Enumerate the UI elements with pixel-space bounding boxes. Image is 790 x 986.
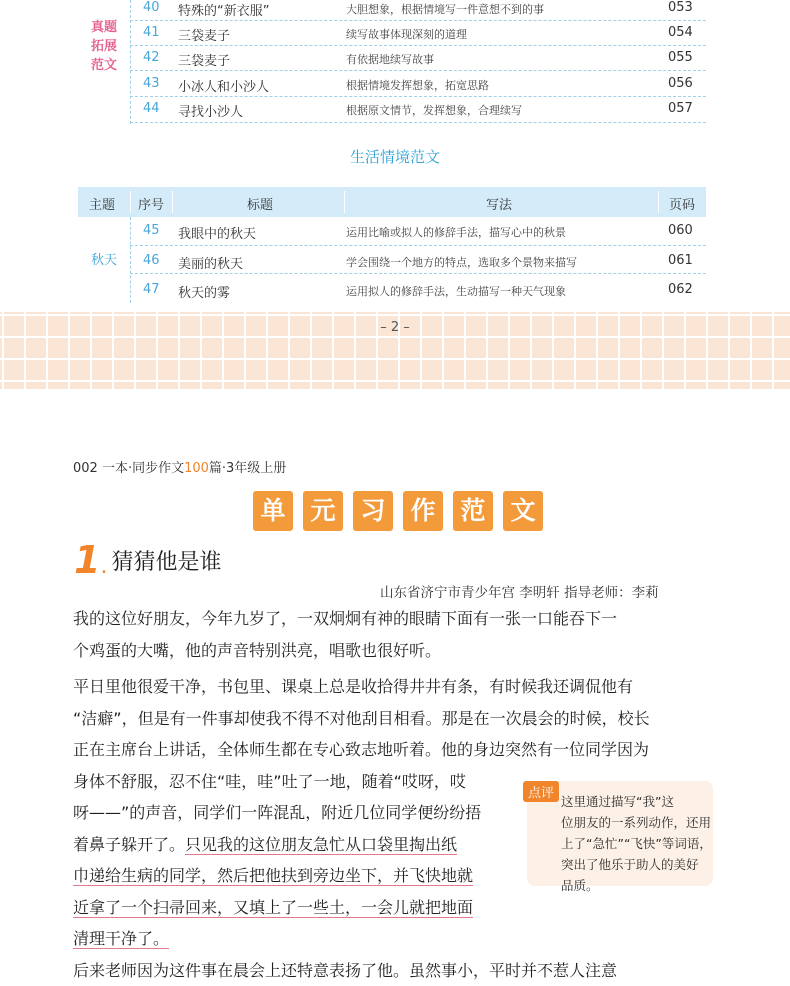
text-line: 后来老师因为这件事在晨会上还特意表扬了他。虽然事小，平时并不惹人注意 [73,955,650,986]
banner-char: 元 [303,491,343,531]
comment-line: 上了“急忙”“飞快”等词语， [561,833,711,854]
text-line: 正在主席台上讲话，全体师生都在专心致志地听着。他的身边突然有一位同学因为 [73,734,650,766]
essay-title [74,538,221,582]
underlined-text: 清理干净了。 [73,929,169,949]
theme-label: 秋天 [84,251,124,270]
row-method: 根据情境发挥想象，拓宽思路 [346,77,489,93]
row-method: 大胆想象，根据情境写一件意想不到的事 [346,1,544,17]
banner-char: 文 [503,491,543,531]
row-title: 美丽的秋天 [178,253,243,272]
toc-row[interactable] [78,71,706,96]
row-number: 45 [143,223,160,238]
row-method: 有依据地续写故事 [346,51,434,67]
comment-line: 位朋友的一系列动作，还用 [561,812,711,833]
row-title: 特殊的“新衣服” [178,0,269,19]
toc-row[interactable] [78,218,706,243]
column-divider [172,191,173,213]
toc-row[interactable] [78,45,706,70]
comment-line: 突出了他乐于助人的美好 [561,854,711,875]
toc-row[interactable] [78,277,706,302]
banner-char: 范 [453,491,493,531]
banner-char: 作 [403,491,443,531]
row-number: 40 [143,0,160,15]
comment-tag: 点评 [523,781,559,802]
comment-box [527,781,713,886]
underlined-text: 巾递给生病的同学，然后把他扶到旁边坐下，并飞快地就 [73,866,473,886]
text-line: 身体不舒服，忍不住“哇，哇”吐了一地，随着“哎呀，哎 [73,766,650,798]
column-divider [130,191,131,213]
row-page: 056 [668,76,693,91]
text-line [73,892,650,924]
text-line: 我的这位好朋友，今年九岁了，一双炯炯有神的眼睛下面有一张一口能吞下一 [73,603,617,635]
row-page: 053 [668,0,693,15]
row-number: 47 [143,282,160,297]
comment-line: 这里通过描写“我”这 [561,791,711,812]
header-highlight: 100 [184,461,209,476]
row-number: 44 [143,101,160,116]
comment-line: 品质。 [561,875,711,896]
essay-title-text: 猜猜他是谁 [111,550,221,575]
section-title: 生活情境范文 [0,146,790,167]
row-page: 062 [668,282,693,297]
essay-paragraph-1 [73,603,617,666]
table-header [78,187,706,217]
page-number: – 2 – [0,320,790,335]
essay-number-dot: . [100,554,107,579]
row-page: 061 [668,253,693,268]
text-line [73,923,650,955]
row-title: 三袋麦子 [178,50,230,69]
row-page: 057 [668,101,693,116]
row-title: 我眼中的秋天 [178,223,256,242]
column-header: 写法 [486,194,512,213]
row-method: 运用拟人的修辞手法，生动描写一种天气现象 [346,283,566,299]
header-prefix: 002 一本·同步作文 [73,461,184,476]
banner-char: 习 [353,491,393,531]
underlined-text: 只见我的这位朋友急忙从口袋里掏出纸 [185,835,457,855]
row-separator [130,273,706,274]
text-line: 呀——”的声音，同学们一阵混乱，附近几位同学便纷纷捂 [73,797,650,829]
underlined-text: 近拿了一个扫帚回来，又填上了一些土，一会儿就把地面 [73,898,473,918]
row-page: 054 [668,25,693,40]
text-line: “洁癖”，但是有一件事却使我不得不对他刮目相看。那是在一次晨会的时候，校长 [73,703,650,735]
row-page: 055 [668,50,693,65]
row-separator [130,245,706,246]
theme-line: 真题 [84,18,124,37]
row-title: 三袋麦子 [178,25,230,44]
row-method: 学会围绕一个地方的特点，选取多个景物来描写 [346,254,577,270]
toc-row[interactable] [78,20,706,45]
row-separator [130,122,706,123]
row-method: 根据原文情节，发挥想象，合理续写 [346,102,522,118]
essay-number: 1 [74,538,100,582]
toc-row[interactable] [78,96,706,121]
toc-row[interactable] [78,248,706,273]
toc-row[interactable] [78,0,706,20]
column-divider [344,191,345,213]
author-line: 山东省济宁市青少年宫 李明轩 指导老师：李莉 [380,581,659,601]
row-page: 060 [668,223,693,238]
unit-banner [253,491,543,531]
row-method: 续写故事体现深刻的道理 [346,26,467,42]
column-header: 主题 [89,194,115,213]
text-line: 平日里他很爱干净，书包里、课桌上总是收拾得井井有条，有时候我还调侃他有 [73,671,650,703]
comment-text [561,791,711,896]
column-divider [658,191,659,213]
row-title: 秋天的雾 [178,282,230,301]
text-run: 着鼻子躲开了。 [73,835,185,854]
theme-line: 范文 [84,56,124,75]
row-title: 寻找小沙人 [178,101,243,120]
row-number: 43 [143,76,160,91]
row-number: 46 [143,253,160,268]
text-line: 个鸡蛋的大嘴，他的声音特别洪亮，唱歌也很好听。 [73,635,617,667]
column-header: 标题 [247,194,273,213]
row-method: 运用比喻或拟人的修辞手法，描写心中的秋景 [346,224,566,240]
running-header [73,457,286,476]
row-number: 41 [143,25,160,40]
header-suffix: 篇·3年级上册 [209,461,286,476]
row-title: 小冰人和小沙人 [178,76,269,95]
page-footer-band [0,312,790,389]
row-number: 42 [143,50,160,65]
banner-char: 单 [253,491,293,531]
column-header: 序号 [138,194,164,213]
theme-line: 拓展 [84,37,124,56]
column-header: 页码 [669,194,695,213]
